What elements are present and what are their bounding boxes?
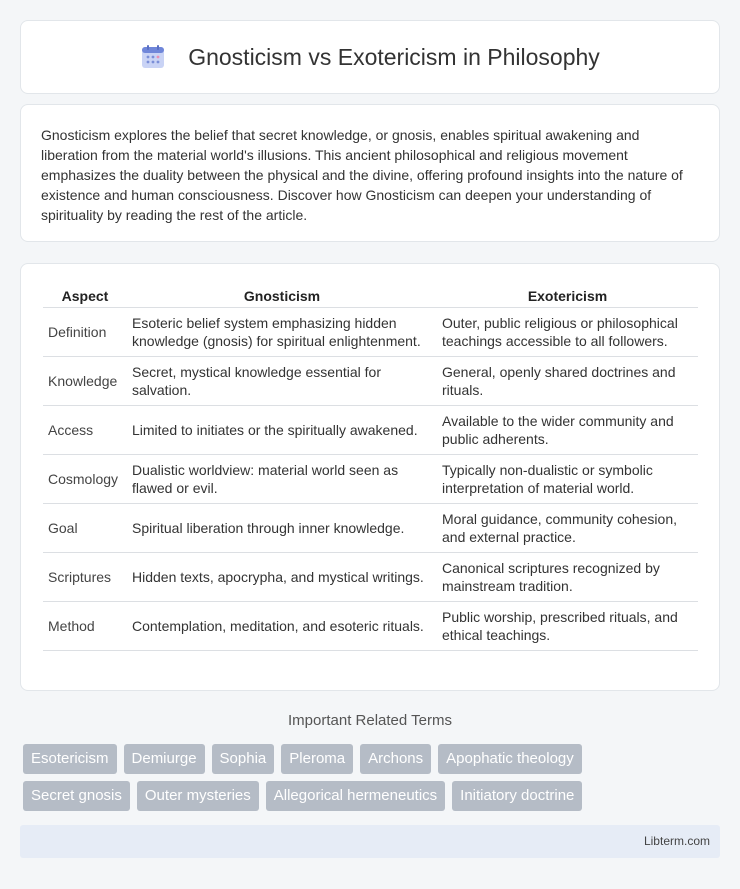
cell-gnosticism: Hidden texts, apocrypha, and mystical writings. (127, 553, 437, 602)
comparison-table (43, 284, 698, 651)
cell-aspect: Goal (43, 504, 127, 553)
page-header (20, 20, 720, 94)
cell-aspect: Cosmology (43, 455, 127, 504)
footer-site-link[interactable]: Libterm.com (643, 834, 710, 848)
tag-demiurge[interactable]: Demiurge (124, 744, 205, 774)
comparison-table-card (20, 263, 720, 691)
tag-pleroma[interactable]: Pleroma (281, 744, 353, 774)
cell-exotericism: Outer, public religious or philosophical teachings accessible to all followers. (437, 308, 698, 357)
cell-gnosticism: Dualistic worldview: material world seen as flawed or evil. (127, 455, 437, 504)
cell-exotericism: General, openly shared doctrines and rituals. (437, 357, 698, 406)
table-row (43, 308, 698, 357)
tag-allegorical-hermeneutics[interactable]: Allegorical hermeneutics (266, 781, 445, 811)
table-header-row (43, 284, 698, 308)
footer (20, 825, 720, 858)
table-row (43, 357, 698, 406)
cell-gnosticism: Contemplation, meditation, and esoteric rituals. (127, 602, 437, 651)
table-row (43, 602, 698, 651)
table-row (43, 504, 698, 553)
header-aspect: Aspect (43, 284, 127, 308)
cell-aspect: Access (43, 406, 127, 455)
page-title: Gnosticism vs Exotericism in Philosophy (188, 43, 600, 70)
tag-esotericism[interactable]: Esotericism (23, 744, 117, 774)
table-row (43, 455, 698, 504)
tag-outer-mysteries[interactable]: Outer mysteries (137, 781, 259, 811)
cell-aspect: Scriptures (43, 553, 127, 602)
cell-aspect: Method (43, 602, 127, 651)
cell-aspect: Knowledge (43, 357, 127, 406)
cell-gnosticism: Spiritual liberation through inner knowledge. (127, 504, 437, 553)
cell-exotericism: Typically non-dualistic or symbolic interpretation of material world. (437, 455, 698, 504)
cell-aspect: Definition (43, 308, 127, 357)
related-terms-section (0, 712, 740, 743)
cell-exotericism: Available to the wider community and public adherents. (437, 406, 698, 455)
related-tags (23, 744, 623, 818)
tag-sophia[interactable]: Sophia (212, 744, 275, 774)
table-row (43, 406, 698, 455)
cell-gnosticism: Limited to initiates or the spiritually awakened. (127, 406, 437, 455)
calendar-icon (140, 44, 166, 70)
tag-secret-gnosis[interactable]: Secret gnosis (23, 781, 130, 811)
cell-exotericism: Moral guidance, community cohesion, and external practice. (437, 504, 698, 553)
header-gnosticism: Gnosticism (127, 284, 437, 308)
cell-exotericism: Public worship, prescribed rituals, and ethical teachings. (437, 602, 698, 651)
tag-apophatic-theology[interactable]: Apophatic theology (438, 744, 582, 774)
header-exotericism: Exotericism (437, 284, 698, 308)
table-row (43, 553, 698, 602)
tag-archons[interactable]: Archons (360, 744, 431, 774)
cell-exotericism: Canonical scriptures recognized by mainstream tradition. (437, 553, 698, 602)
intro-section (20, 104, 720, 242)
tag-initiatory-doctrine[interactable]: Initiatory doctrine (452, 781, 582, 811)
intro-text: Gnosticism explores the belief that secret knowledge, or gnosis, enables spiritual awakening and liberation from the material world's illusions. This ancient philosophical and religious movement emphasizes the duality between the physical and the divine, offering profound insights into the nature of existence and human consciousness. Discover how Gnosticism can deepen your understanding of spirituality by reading the rest of the article. (41, 127, 683, 223)
cell-gnosticism: Secret, mystical knowledge essential for salvation. (127, 357, 437, 406)
related-terms-title: Important Related Terms (288, 712, 452, 729)
cell-gnosticism: Esoteric belief system emphasizing hidden knowledge (gnosis) for spiritual enlightenment. (127, 308, 437, 357)
